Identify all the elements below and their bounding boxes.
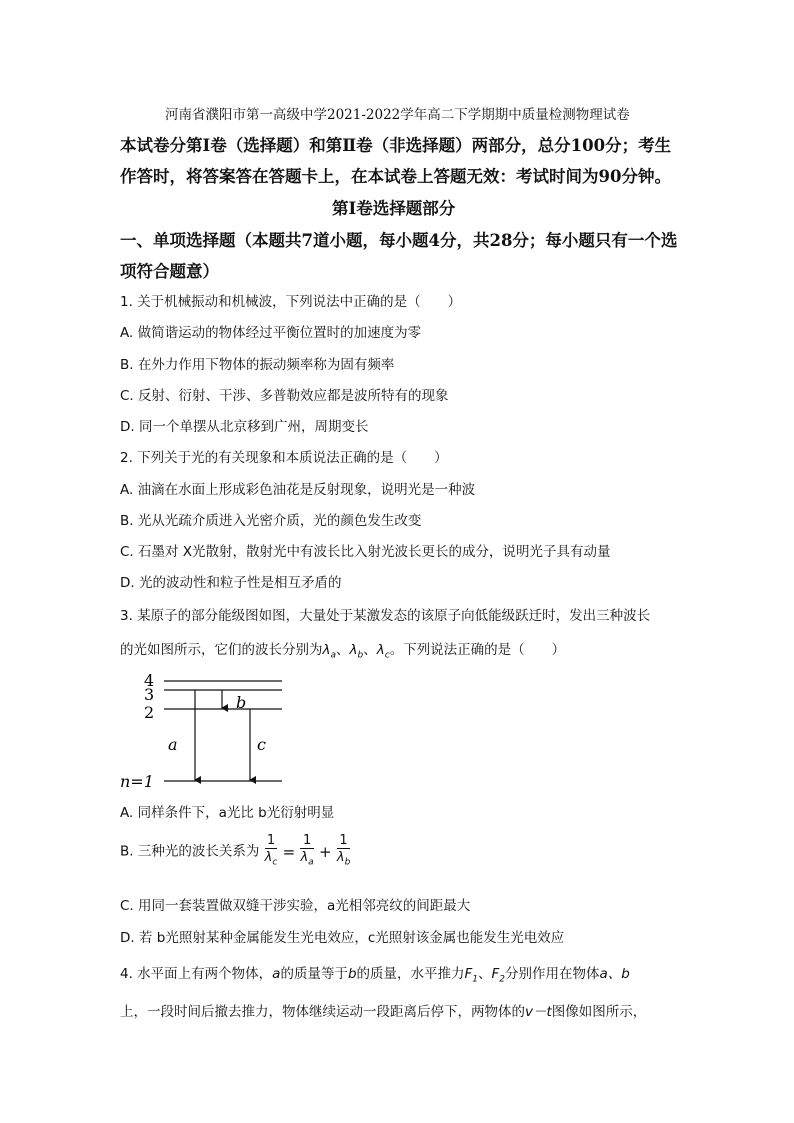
q3-option-b-text: B. 三种光的波长关系为 <box>120 843 260 860</box>
q2-option-c: C. 石墨对 X光散射，散射光中有波长比入射光波长更长的成分，说明光子具有动量 <box>120 544 611 560</box>
equals-sign: = <box>282 842 296 861</box>
fraction-1-over-lambda-a: $\frac{1}{\lambda_a}$ <box>300 833 314 868</box>
var-b: b <box>347 966 357 982</box>
q2-option-a: A. 油滴在水面上形成彩色油花是反射现象，说明光是一种波 <box>120 482 476 498</box>
force-f1: $F_1$ <box>464 966 479 985</box>
q3-option-d: D. 若 b光照射某种金属能发生光电效应，c光照射该金属也能发生光电效应 <box>120 930 565 946</box>
level-label-2: 2 <box>144 703 155 722</box>
objects-a-b: a、b <box>599 966 630 982</box>
arrow-label-a: a <box>168 735 178 754</box>
intro-line-1: 本试卷分第Ⅰ卷（选择题）和第Ⅱ卷（非选择题）两部分，总分100分；考生 <box>120 136 672 155</box>
q2-option-b: B. 光从光疏介质进入光密介质，光的颜色发生改变 <box>120 513 422 529</box>
q1-option-c: C. 反射、衍射、干涉、多普勒效应都是波所特有的现象 <box>120 388 449 404</box>
part-heading-line-1: 一、单项选择题（本题共7道小题，每小题4分，共28分；每小题只有一个选 <box>120 231 678 250</box>
lambda-a: $\lambda_a$ <box>322 642 337 661</box>
q1-option-d: D. 同一个单摆从北京移到广州，周期变长 <box>120 419 369 435</box>
arrow-label-b: b <box>236 693 247 712</box>
energy-level-diagram <box>120 668 300 790</box>
q4-line-2: 上，一段时间后撤去推力，物体继续运动一段距离后停下，两物体的v－t图像如图所示， <box>120 1004 647 1020</box>
q1-stem: 1. 关于机械振动和机械波，下列说法中正确的是（ ） <box>120 294 462 310</box>
lambda-c: $\lambda_c$ <box>376 642 390 661</box>
q3-stem-line-1: 3. 某原子的部分能级图如图，大量处于某激发态的该原子向低能级跃迁时，发出三种波长 <box>120 608 651 624</box>
level-label-1: n=1 <box>120 772 154 790</box>
var-a: a <box>272 966 281 982</box>
q3-stem-line-2: 的光如图所示，它们的波长分别为$\lambda_a$、$\lambda_b$、$\lambda_c$。下列说法正确的是（ ） <box>120 642 566 661</box>
exam-title: 河南省濮阳市第一高级中学2021-2022学年高二下学期期中质量检测物理试卷 <box>165 107 630 123</box>
q3-option-b <box>120 833 351 872</box>
q3-option-c: C. 用同一套装置做双缝干涉实验，a光相邻亮纹的间距最大 <box>120 898 471 914</box>
q3-stem-line-2-text: 的光如图所示，它们的波长分别为 <box>120 642 323 658</box>
q2-option-d: D. 光的波动性和粒子性是相互矛盾的 <box>120 575 342 591</box>
fraction-1-over-lambda-c: $\frac{1}{\lambda_c}$ <box>264 833 278 868</box>
lambda-b: $\lambda_b$ <box>349 642 364 661</box>
q1-option-b: B. 在外力作用下物体的振动频率称为固有频率 <box>120 357 395 373</box>
section-title: 第Ⅰ卷选择题部分 <box>332 199 456 218</box>
q3-option-a: A. 同样条件下，a光比 b光衍射明显 <box>120 805 335 821</box>
fraction-1-over-lambda-b: $\frac{1}{\lambda_b}$ <box>336 833 351 868</box>
q1-option-a: A. 做简谐运动的物体经过平衡位置时的加速度为零 <box>120 325 422 341</box>
level-label-3: 3 <box>144 685 155 704</box>
level-label-4: 4 <box>144 671 155 690</box>
v-t-symbol: v－t <box>525 1004 552 1020</box>
q2-stem: 2. 下列关于光的有关现象和本质说法正确的是（ ） <box>120 450 448 466</box>
part-heading-line-2: 项符合题意） <box>120 262 219 281</box>
plus-sign: + <box>318 842 332 861</box>
force-f2: $F_2$ <box>491 966 506 985</box>
q3-stem-line-2-end: 。下列说法正确的是（ ） <box>389 642 566 658</box>
arrow-label-c: c <box>257 735 266 754</box>
q4-line-1: 4. 水平面上有两个物体，a的质量等于b的质量，水平推力$F_1$、$F_2$分别作用在物体a、b <box>120 966 630 985</box>
intro-line-2: 作答时，将答案答在答题卡上，在本试卷上答题无效：考试时间为90分钟。 <box>120 167 671 186</box>
